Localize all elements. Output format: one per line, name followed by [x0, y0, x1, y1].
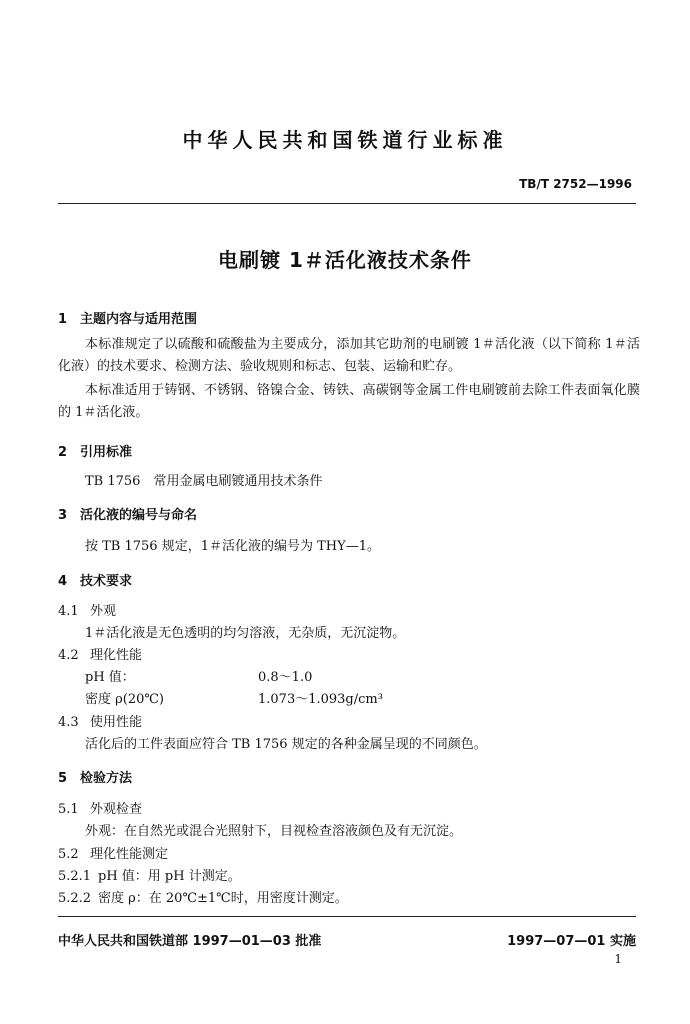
clause-text: pH 值：用 pH 计测定。 [98, 869, 241, 884]
section-4-heading [58, 570, 132, 589]
section-3-text: 按 TB 1756 规定，1＃活化液的编号为 THY—1。 [85, 539, 380, 554]
subsection-title: 外观 [90, 604, 117, 619]
subsection-5-2-heading [58, 843, 168, 862]
subsection-number: 5.2 [58, 847, 79, 862]
section-number: 5 [58, 771, 68, 786]
subsection-4-1-text: 1＃活化液是无色透明的均匀溶液，无杂质，无沉淀物。 [85, 626, 406, 641]
clause-text: 密度 ρ：在 20℃±1℃时，用密度计测定。 [98, 891, 348, 906]
section-1-heading [58, 308, 197, 327]
subsection-number: 4.3 [58, 715, 79, 730]
ph-label: pH 值： [85, 670, 135, 685]
section-title: 引用标准 [80, 445, 133, 460]
page-number: 1 [614, 952, 622, 966]
clause-number: 5.2.2 [58, 891, 92, 906]
subsection-number: 4.2 [58, 648, 79, 663]
section-number: 4 [58, 574, 68, 589]
subsection-title: 外观检查 [90, 802, 143, 817]
section-5-heading [58, 767, 132, 786]
issuing-organization: 中华人民共和国铁道行业标准 [182, 128, 508, 152]
footer-rule [58, 916, 636, 917]
document-title: 电刷镀 1＃活化液技术条件 [218, 248, 472, 272]
section-1-paragraph-1: 本标准规定了以硫酸和硫酸盐为主要成分，添加其它助剂的电刷镀 1＃活化液（以下简称 1＃活化液）的技术要求、检测方法、验收规则和标志、包装、运输和贮存。 [58, 337, 640, 374]
ph-value: 0.8～1.0 [258, 670, 313, 685]
subsection-number: 4.1 [58, 604, 79, 619]
section-number: 2 [58, 445, 68, 460]
subsection-5-1-text: 外观：在自然光或混合光照射下，目视检查溶液颜色及有无沉淀。 [85, 824, 463, 839]
section-title: 主题内容与适用范围 [80, 312, 198, 327]
section-title: 检验方法 [80, 771, 133, 786]
clause-number: 5.2.1 [58, 869, 92, 884]
section-number: 1 [58, 312, 68, 327]
subsection-title: 理化性能 [90, 648, 143, 663]
implementation-date: 1997—07—01 实施 [507, 934, 636, 949]
subsection-title: 理化性能测定 [90, 847, 169, 862]
normative-reference: TB 1756 常用金属电刷镀通用技术条件 [85, 474, 323, 489]
clause-5-2-1 [58, 865, 241, 884]
density-value: 1.073～1.093g/cm³ [258, 692, 383, 707]
subsection-4-3-heading [58, 711, 142, 730]
subsection-title: 使用性能 [90, 715, 143, 730]
approval-statement: 中华人民共和国铁道部 1997—01—03 批准 [58, 934, 322, 949]
section-title: 活化液的编号与命名 [80, 508, 198, 523]
section-3-heading [58, 504, 197, 523]
clause-5-2-2 [58, 887, 348, 906]
section-title: 技术要求 [80, 574, 133, 589]
section-2-heading [58, 441, 132, 460]
subsection-4-1-heading [58, 600, 116, 619]
subsection-4-2-heading [58, 644, 142, 663]
density-label: 密度 ρ(20℃) [85, 692, 165, 707]
subsection-4-3-text: 活化后的工件表面应符合 TB 1756 规定的各种金属呈现的不同颜色。 [85, 737, 487, 752]
section-number: 3 [58, 508, 68, 523]
subsection-5-1-heading [58, 798, 142, 817]
header-rule [58, 203, 636, 204]
section-1-paragraph-2: 本标准适用于铸钢、不锈钢、铬镍合金、铸铁、高碳钢等金属工件电刷镀前去除工件表面氧化膜的 1＃活化液。 [58, 383, 640, 420]
subsection-number: 5.1 [58, 802, 79, 817]
standard-code: TB/T 2752—1996 [519, 177, 632, 191]
